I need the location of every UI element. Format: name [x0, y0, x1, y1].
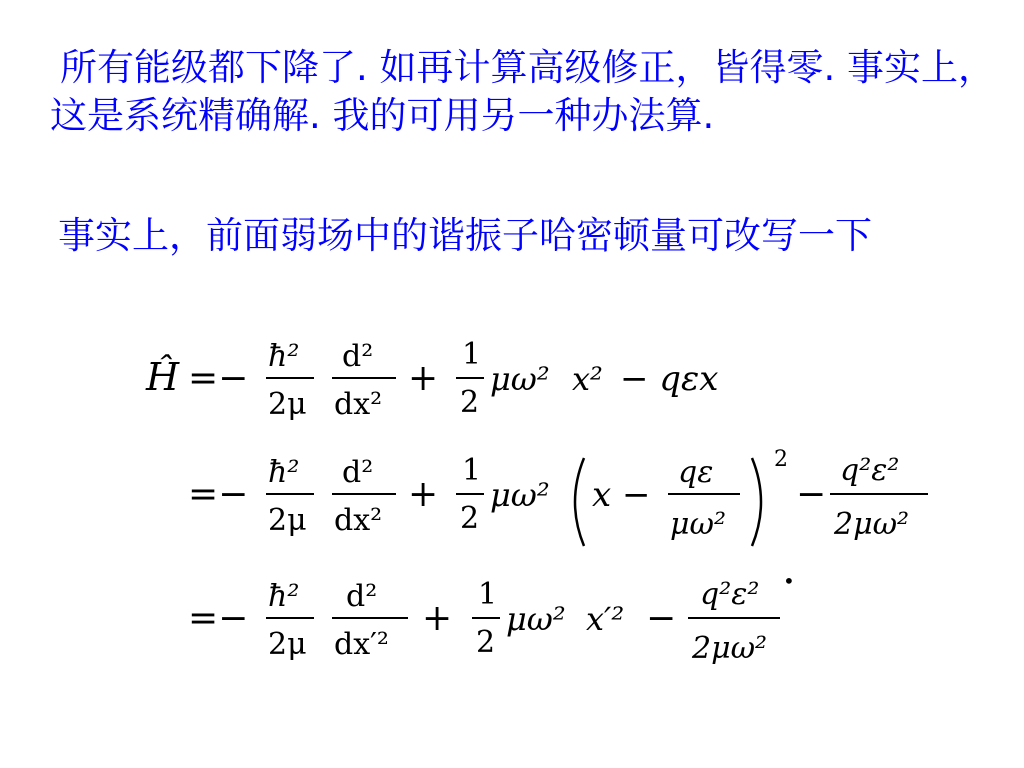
x-prime-squared: x′²: [586, 600, 625, 638]
plus-sign: +: [408, 358, 439, 399]
d-squared: d²: [342, 339, 374, 374]
mu-omega-squared: μω²: [490, 476, 550, 514]
equation-line-1: [145, 337, 718, 422]
minus-q-epsilon-x: − qεx: [620, 359, 719, 399]
right-parenthesis: [752, 458, 761, 546]
equation-line-2: [188, 447, 928, 546]
plus-sign: +: [422, 598, 453, 639]
half-denominator: 2: [476, 625, 496, 660]
half-numerator: 1: [462, 453, 482, 488]
hamiltonian-derivation: [140, 328, 960, 688]
formula-svg: [140, 328, 960, 688]
hbar-squared: ħ²: [268, 455, 300, 490]
x-squared: x²: [572, 360, 603, 398]
half-denominator: 2: [460, 385, 480, 420]
d-squared: d²: [346, 579, 378, 614]
hamiltonian-symbol: Ĥ: [146, 355, 180, 399]
equals-minus-sign: =−: [188, 474, 249, 515]
two-mu-omega-squared: 2μω²: [834, 507, 910, 542]
two-mu: 2μ: [268, 387, 307, 422]
dx-squared: dx²: [334, 503, 383, 538]
two-mu-omega-squared: 2μω²: [692, 631, 768, 666]
equation-line-3: [188, 577, 780, 666]
minus-sign: −: [646, 598, 677, 639]
mu-omega-squared: μω²: [490, 360, 550, 398]
equals-minus-sign: =−: [188, 358, 249, 399]
half-numerator: 1: [478, 577, 498, 612]
mu-omega-squared: μω²: [506, 600, 566, 638]
mu-omega-squared-denominator: μω²: [670, 507, 726, 542]
two-mu: 2μ: [268, 627, 307, 662]
q-epsilon: qε: [678, 455, 714, 490]
paragraph-hamiltonian-rewrite: 事实上，前面弱场中的谐振子哈密顿量可改写一下: [58, 214, 872, 257]
hbar-squared: ħ²: [268, 579, 300, 614]
equals-minus-sign: =−: [188, 598, 249, 639]
hbar-squared: ħ²: [268, 339, 300, 374]
dx-prime-squared: dx′²: [334, 627, 389, 662]
x-minus: x −: [592, 475, 651, 515]
dx-squared: dx²: [334, 387, 383, 422]
paragraph-energy-levels: 所有能级都下降了. 如再计算高级修正，皆得零. 事实上，这是系统精确解. 我的可用另一种办法算.: [50, 46, 996, 137]
plus-sign: +: [408, 474, 439, 515]
q-squared-epsilon-squared: q²ε²: [700, 577, 760, 612]
d-squared: d²: [342, 455, 374, 490]
half-denominator: 2: [460, 501, 480, 536]
minus-sign: −: [796, 474, 827, 515]
two-mu: 2μ: [268, 503, 307, 538]
left-parenthesis: [575, 458, 584, 546]
scan-speck: •: [783, 569, 795, 593]
parenthesis-exponent: 2: [774, 447, 788, 472]
half-numerator: 1: [462, 337, 482, 372]
q-squared-epsilon-squared: q²ε²: [840, 453, 900, 488]
